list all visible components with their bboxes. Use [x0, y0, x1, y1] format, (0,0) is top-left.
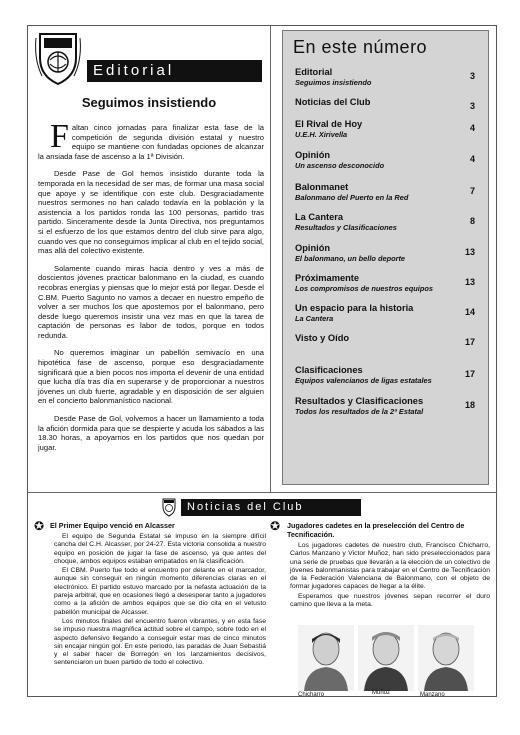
player-photo-chicharro — [298, 625, 354, 691]
editorial-banner: Editorial — [87, 60, 262, 82]
editorial-paragraph: Desde Pase de Gol hemos insistido durante toda la temporada en la necesidad de ser mas, de formar una masa social que apoye y se identifique con este club. Desgraciadamente nuestros sermones no han calado todavía en la población y la asistencia a los partidos ronda las 100 personas, partido tras partido. Sinceramente desde la Junta Directiva, nos preguntamos si el esfuerzo de los que estamos dentro del club sirve para algo, cuando ves que no conseguimos implicar al club en el tejido social, mas allá del colectivo existente. — [38, 169, 264, 256]
star-bullet-icon: ✪ — [34, 519, 45, 533]
toc-entry[interactable]: Editorial Seguimos insistiendo 3 — [295, 67, 475, 87]
toc-entry[interactable]: Próximamente Los compromisos de nuestros equipos 13 — [295, 273, 475, 293]
toc-entry[interactable]: El Rival de Hoy U.E.H. Xirivella 4 — [295, 119, 475, 139]
toc-entry[interactable]: Opinión Un ascenso desconocido 4 — [295, 150, 475, 170]
star-bullet-icon: ✪ — [270, 519, 281, 533]
photo-caption: Chicharro — [298, 692, 325, 698]
news-banner: Noticias del Club — [181, 499, 361, 516]
news-left-body: El equipo de Segunda Estatal se impuso en la siempre difícil cancha del C.H. Alcasser, por 24-27. Esta victoria consolida a nuestro equipo en posición de jugar la fase de ascenso, ya que antes del choque, ambos equipos estaban empatados en la clasificación. El CBM. Puerto fue todo el encuentro por delante en el marcador, aunque sin conseguir en ningún momento diferencias claras en el electrónico. El partido estuvo marcado por la nefasta actuación de la pareja arbitral, que en ocasiones llegó a desesperar tanto a jugadores como a la afición de ambos equipos que se dio cita en el vetusto pabellón municipal de Alcasser. Los minutos finales del encuentro fueron vibrantes, y en esta fase se impuso nuestra magnífica actitud sobre el campo, sobre todo en el aspecto defensivo llegando a conseguir estar mas de cinco minutos sin encajar ningún gol. En este periodo, las paradas de Juan Sebastiá y el saber hacer de Borregón en los lanzamientos decisivos, sentenciaron un buen partido de todo el colectivo. — [54, 533, 266, 667]
toc-entry[interactable]: Balonmanet Balonmano del Puerto en la Red 7 — [295, 182, 475, 202]
news-left-headline: El Primer Equipo venció en Alcasser — [50, 521, 175, 530]
editorial-paragraph: Desde Pase de Gol, volvemos a hacer un llamamiento a toda la afición dormida para que se despierte y acuda los sábados a las 18.30 horas, a apoyarnos en los partidos que nos quedan por jugar. — [38, 414, 264, 452]
player-photo-munoz — [358, 625, 414, 691]
table-of-contents — [282, 30, 489, 485]
news-right-headline: Jugadores cadetes en la preselección del Centro de Tecnificación. — [287, 521, 465, 539]
toc-entry[interactable]: La Cantera Resultados y Clasificaciones 8 — [295, 212, 475, 232]
club-logo-small-icon — [161, 498, 177, 517]
column-divider — [270, 25, 271, 492]
photo-caption: Manzano — [420, 692, 445, 698]
news-right-body: Los jugadores cadetes de nuestro club, Francisco Chicharro, Carlos Manzano y Victor Muñoz, han sido preseleccionados para una serie de pruebas que llevarán a la elección de un colectivo de jóvenes balonmanistas para trabajar en el Centro de Tecnificación de la Federación Valenciana de Balonmano, con el objeto de formar jugadores capaces de llegar a la élite. Esperamos que nuestros jóvenes sepan recorrer el duro camino que lleva a la meta. — [290, 542, 490, 609]
toc-entry[interactable]: Resultados y Clasificaciones Todos los resultados de la 2ª Estatal 18 — [295, 396, 475, 416]
toc-entry[interactable]: Visto y Oído 17 — [295, 333, 475, 347]
drop-cap: F — [50, 118, 69, 155]
toc-entry[interactable]: Noticias del Club 3 — [295, 97, 475, 111]
editorial-body — [38, 118, 264, 460]
player-photo-manzano — [418, 625, 474, 691]
editorial-title: Seguimos insistiendo — [81, 95, 217, 110]
toc-entry[interactable]: Un espacio para la historia La Cantera 14 — [295, 303, 475, 323]
club-logo-icon — [34, 30, 82, 86]
editorial-paragraph: No queremos imaginar un pabellón semivacío en una hipotética fase de ascenso, porque eso desgraciadamente significará que a bien pocos nos importa el devenir de una entidad que lucha día tras día en superarse y de proporcionar a nuestros jóvenes un club fuerte, agradable y en disposición de ser alguien en el concierto balonmanístico nacional. — [38, 348, 264, 406]
toc-entry[interactable]: Clasificaciones Equipos valencianos de ligas estatales 17 — [295, 365, 475, 385]
toc-heading: En este número — [293, 37, 428, 57]
section-divider — [27, 492, 497, 493]
photo-caption: Muñoz — [372, 690, 391, 696]
toc-entry[interactable]: Opinión El balonmano, un bello deporte 13 — [295, 243, 475, 263]
editorial-paragraph: Faltan cinco jornadas para finalizar esta fase de la competición de segunda división estatal y nuestro equipo se mantiene con fundadas opciones de alcanzar la ansiada fase de ascenso a la 1ª División. — [38, 118, 264, 161]
editorial-paragraph: Solamente cuando miras hacia dentro y ves a más de doscientos jóvenes practicar balonmano en la ciudad, es cuando recobras energías y piensas que lo mejor está por llegar. Desde el C.BM. Puerto Sagunto no vamos a decaer en nuestro empeño de volver a ser muchos los que apostemos por el balonmano, pero desde luego queremos insistir una vez mas en que la tarea de captación de personas es labor de todos, porque en todos redunda. — [38, 263, 264, 340]
